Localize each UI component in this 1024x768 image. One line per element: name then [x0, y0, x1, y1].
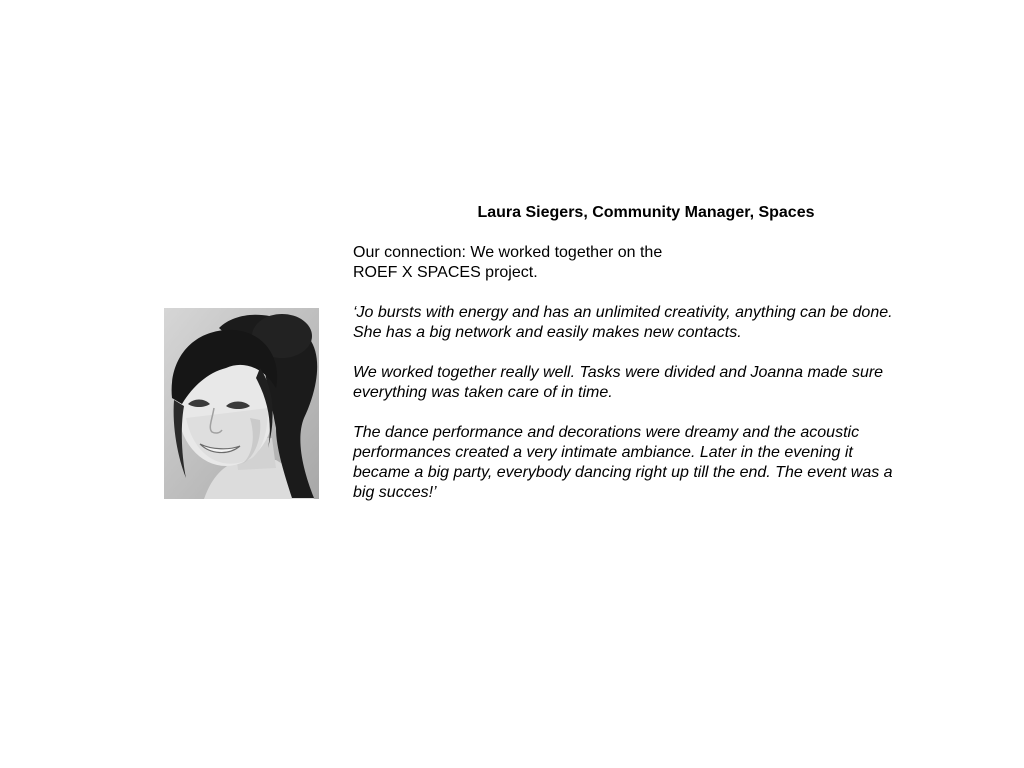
quote-paragraph: [353, 363, 953, 403]
portrait-photo: [164, 308, 319, 499]
portrait-icon: [164, 308, 319, 499]
quote-line: performances created a very intimate ambiance. Later in the evening it: [353, 444, 853, 461]
quote-line: ‘Jo bursts with energy and has an unlimited creativity, anything can be done.: [353, 304, 893, 321]
quote-paragraph: [353, 423, 953, 503]
quote-line: The dance performance and decorations were dreamy and the acoustic: [353, 424, 860, 441]
connection-line: ROEF X SPACES project.: [353, 264, 538, 281]
connection-line: Our connection: We worked together on the: [353, 244, 663, 261]
quote-line: everything was taken care of in time.: [353, 384, 613, 401]
quote-line: We worked together really well. Tasks were divided and Joanna made sure: [353, 364, 884, 381]
quote-line: She has a big network and easily makes new contacts.: [353, 324, 742, 341]
quote-paragraph: [353, 303, 953, 343]
connection-text: [353, 243, 953, 283]
testimonial-author: Laura Siegers, Community Manager, Spaces: [477, 204, 815, 221]
quote-line: big succes!’: [353, 484, 437, 501]
quote-line: became a big party, everybody dancing right up till the end. The event was a: [353, 464, 893, 481]
